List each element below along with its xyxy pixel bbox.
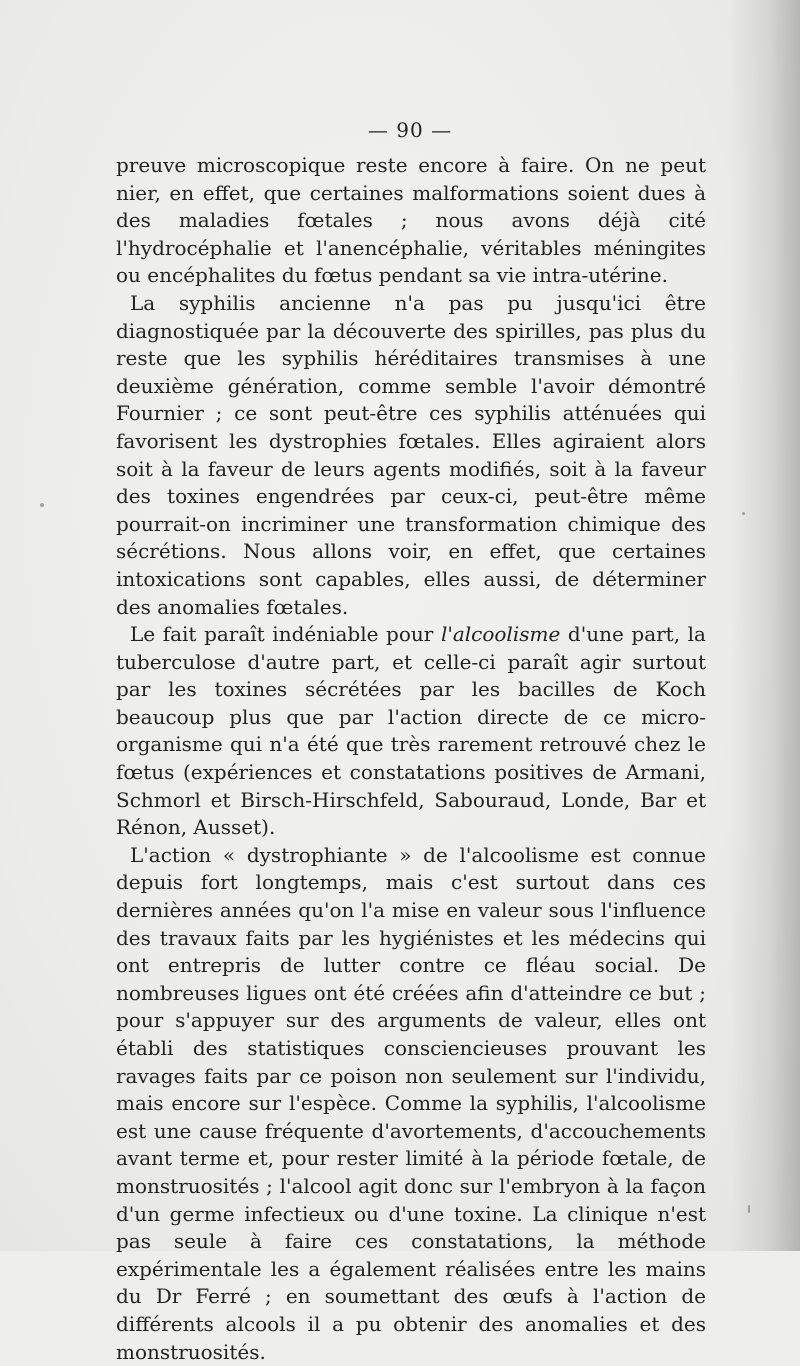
paragraph-4: L'action « dystrophiante » de l'alcoolisme est connue depuis fort longtemps, mais c'est surtout dans ces dernières années qu'on l'a mise en valeur sous l'influence des travaux faits par les hygiénistes et les médecins qui ont entrepris de lutter contre ce fléau social. De nombreuses ligues ont été créées afin d'atteindre ce but ; pour s'appuyer sur des arguments de valeur, elles ont établi des statistiques consciencieuses prouvant les ravages faits par ce poison non seulement sur l'individu, mais encore sur l'espèce. Comme la syphilis, l'alcoolisme est une cause fréquente d'avortements, d'accouchements avant terme et, pour rester limité à la période fœtale, de monstruosités ; l'alcool agit donc sur l'embryon à la façon d'un germe infectieux ou d'une toxine. La clinique n'est pas seule à faire ces constatations, la méthode expérimentale les a également réalisées entre les mains du Dr Ferré ; en soumettant des œufs à l'action de différents alcools il a pu obtenir des anomalies et des monstruosités.	[116, 842, 706, 1364]
body-text	[116, 152, 706, 1366]
paragraph-2: La syphilis ancienne n'a pas pu jusqu'ici être diagnostiquée par la découverte des spirilles, pas plus du reste que les syphilis héréditaires transmises à une deuxième génération, comme semble l'avoir démontré Fournier ; ce sont peut-être ces syphilis atténuées qui favorisent les dystrophies fœtales. Elles agiraient alors soit à la faveur de leurs agents modifiés, soit à la faveur des toxines engendrées par ceux-ci, peut-être même pourrait-on incriminer une transformation chimique des sécrétions. Nous allons voir, en effet, que certaines intoxications sont capables, elles aussi, de déterminer des anomalies fœtales.	[116, 290, 706, 619]
paragraph-3-before: Le fait paraît indéniable pour	[130, 622, 441, 647]
paragraph-3-after: d'une part, la tuberculose d'autre part, et celle-ci paraît agir surtout par les toxines sécrétées par les bacilles de Koch beaucoup plus que par l'action directe de ce micro-organisme qui n'a été que très rarement retrouvé chez le fœtus (expériences et constatations positives de Armani, Schmorl et Birsch-Hirschfeld, Sabouraud, Londe, Bar et Rénon, Ausset).	[116, 622, 706, 840]
paragraph-3	[116, 621, 706, 842]
paragraph-3-italic: l'alcoolisme	[440, 622, 561, 647]
paper-speck	[748, 1205, 750, 1213]
paragraph-1: preuve microscopique reste encore à faire. On ne peut nier, en effet, que certaines malformations soient dues à des maladies fœtales ; nous avons déjà cité l'hydrocéphalie et l'anencéphalie, véritables méningites ou encéphalites du fœtus pendant sa vie intra-utérine.	[116, 153, 706, 288]
page-number: — 90 —	[367, 118, 453, 142]
paper-speck	[742, 512, 745, 515]
paper-speck	[40, 503, 44, 507]
